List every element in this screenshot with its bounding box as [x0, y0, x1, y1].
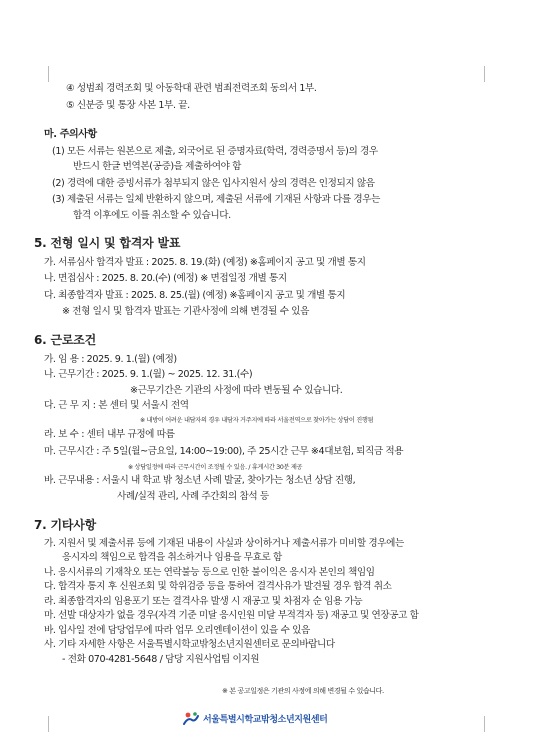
- caution-item-3: (3) 제출된 서류는 일체 반환하지 않으며, 제출된 서류에 기재된 사항과 다를 경우는: [52, 194, 380, 205]
- required-doc-item-5: ⑤ 신분증 및 통장 사본 1부. 끝.: [66, 100, 190, 111]
- section-7-contact: - 전화 070-4281-5648 / 담당 지원사업팀 이지원: [62, 654, 260, 665]
- section-7-item-a: 가. 지원서 및 제출서류 등에 기재된 내용이 사실과 상이하거나 제출서류가 미비할 경우에는: [44, 538, 404, 549]
- section-6-item-f: 바. 근무내용 : 서울시 내 학교 밖 청소년 사례 발굴, 찾아가는 청소년 상담 진행,: [44, 475, 356, 486]
- crop-mark: [32, 716, 49, 732]
- section-7-item-f: 바. 입사일 전에 담당업무에 따라 업무 오리엔테이션이 있을 수 있음: [44, 625, 310, 636]
- section-7-item-b: 나. 응시서류의 기재착오 또는 연락불능 등으로 인한 불이익은 응시자 본인의 책임임: [44, 567, 375, 578]
- section-7-item-c: 다. 합격자 통지 후 신원조회 및 학위검증 등을 통하여 결격사유가 발견될 경우 합격 취소: [44, 581, 392, 592]
- section-6-item-d: 라. 보 수 : 센터 내부 규정에 따름: [44, 429, 175, 440]
- section-5-item-b: 나. 면접심사 : 2025. 8. 20.(수) (예정) ※ 면접일정 개별 통지: [44, 273, 287, 284]
- section-6-item-b: 나. 근무기간 : 2025. 9. 1.(월) ~ 2025. 12. 31.(수): [44, 369, 253, 380]
- crop-mark: [484, 716, 501, 732]
- caution-item-2: (2) 경력에 대한 증빙서류가 첨부되지 않은 입사지원서 상의 경력은 인정되지 않음: [52, 178, 375, 189]
- section-7-item-d: 라. 최종합격자의 임용포기 또는 결격사유 발생 시 재공고 및 차점자 순 임용 가능: [44, 596, 363, 607]
- crop-mark: [32, 66, 49, 82]
- footer-note: ※ 본 공고일정은 기관의 사정에 의해 변경될 수 있습니다.: [222, 687, 384, 695]
- required-doc-item-4: ④ 성범죄 경력조회 및 아동학대 관련 범죄전력조회 동의서 1부.: [66, 83, 317, 94]
- caution-item-1-cont: 반드시 한글 번역본(공증)을 제출하여야 함: [73, 161, 242, 172]
- section-6-item-b-note: ※근무기간은 기관의 사정에 따라 변동될 수 있습니다.: [130, 385, 343, 396]
- section-7-item-e: 마. 선발 대상자가 없을 경우(자격 기준 미달 응시인원 미달 부적격자 등) 재공고 및 연장공고 함: [44, 610, 419, 621]
- section-5-title: 5. 전형 일시 및 합격자 발표: [34, 236, 181, 250]
- organization-logo-icon: [183, 711, 199, 725]
- section-6-item-e: 마. 근무시간 : 주 5일(월~금요일, 14:00~19:00), 주 25시간 근무 ※4대보험, 퇴직금 적용: [44, 446, 404, 457]
- section-5-note: ※ 전형 일시 및 합격자 발표는 기관사정에 의해 변경될 수 있음: [62, 306, 309, 317]
- section-6-item-f-cont: 사례/실적 관리, 사례 주간회의 참석 등: [117, 491, 269, 502]
- section-6-item-c: 다. 근 무 지 : 본 센터 및 서울시 전역: [44, 400, 189, 411]
- section-6-item-c-note: ※ 내방이 어려운 내담자의 경우 내담자 거주지에 따라 서울전역으로 찾아가는 상담이 진행됨: [140, 417, 374, 424]
- section-7-item-a-cont: 응시자의 책임으로 합격을 취소하거나 임용을 무효로 함: [62, 552, 282, 563]
- caution-heading: 마. 주의사항: [44, 129, 97, 140]
- section-7-title: 7. 기타사항: [34, 518, 97, 532]
- section-6-title: 6. 근로조건: [34, 333, 97, 347]
- crop-mark: [484, 66, 501, 82]
- section-6-item-a: 가. 임 용 : 2025. 9. 1.(월) (예정): [44, 354, 177, 365]
- section-7-item-g: 사. 기타 자세한 사항은 서울특별시학교밖청소년지원센터로 문의바랍니다: [44, 639, 335, 650]
- caution-item-1: (1) 모든 서류는 원본으로 제출, 외국어로 된 증명자료(학력, 경력증명서 등)의 경우: [52, 146, 378, 157]
- section-6-item-e-note: ※ 상담일정에 따라 근무시간이 조정될 수 있음. / 휴게시간 30분 제공: [128, 464, 303, 471]
- section-5-item-c: 다. 최종합격자 발표 : 2025. 8. 25.(월) (예정) ※홈페이지 공고 및 개별 통지: [44, 290, 346, 301]
- caution-item-3-cont: 합격 이후에도 이를 취소할 수 있습니다.: [73, 210, 231, 221]
- organization-logo: [183, 711, 327, 725]
- section-5-item-a: 가. 서류심사 합격자 발표 : 2025. 8. 19.(화) (예정) ※홈페이지 공고 및 개별 통지: [44, 257, 366, 268]
- organization-name: 서울특별시학교밖청소년지원센터: [203, 714, 328, 725]
